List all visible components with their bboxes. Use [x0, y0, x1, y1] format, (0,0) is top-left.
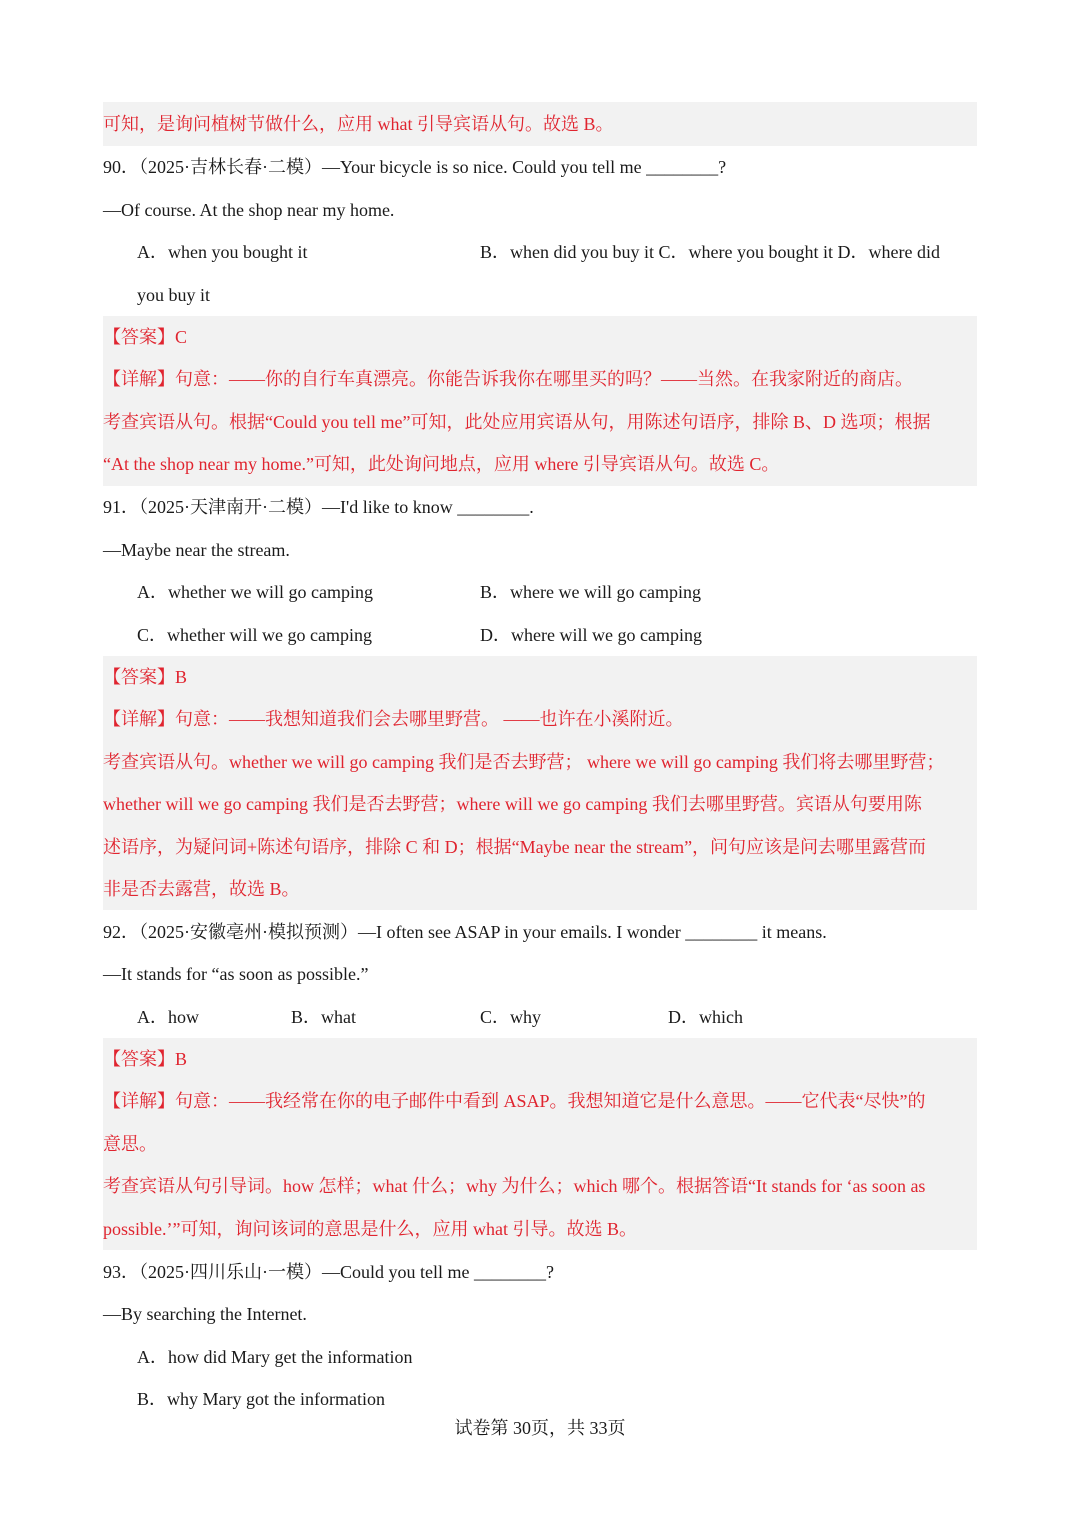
option-d: D．which — [668, 1007, 743, 1027]
question-92-reply: —It stands for “as soon as possible.” — [103, 964, 369, 984]
option-c: C．whether will we go camping — [137, 625, 372, 645]
question-90-stem: 90．（2025·吉林长春·二模）—Your bicycle is so nice. Could you tell me ________? — [103, 157, 727, 177]
explanation-line: 【详解】句意：——我想知道我们会去哪里野营。 ——也许在小溪附近。 — [103, 709, 684, 729]
option-a: A．whether we will go camping — [137, 582, 373, 602]
option-a: A．how — [137, 1007, 199, 1027]
explanation-line: whether will we go camping 我们是否去野营；where will we go camping 我们去哪里野营。宾语从句要用陈 — [103, 794, 922, 814]
explanation-line: 考查宾语从句。whether we will go camping 我们是否去野营； where we will go camping 我们将去哪里野营； — [103, 752, 945, 772]
explanation-line: 意思。 — [103, 1134, 157, 1154]
answer-91: 【答案】B — [103, 667, 188, 687]
question-90-reply: —Of course. At the shop near my home. — [103, 200, 395, 220]
option-a: A．when you bought it — [137, 242, 308, 262]
option-b: B．where we will go camping — [480, 582, 701, 602]
option-d-cont: you buy it — [137, 285, 211, 305]
explanation-line: 【详解】句意：——你的自行车真漂亮。你能告诉我你在哪里买的吗？——当然。在我家附近的商店。 — [103, 369, 913, 389]
explanation-line: 非是否去露营，故选 B。 — [103, 879, 300, 899]
page-footer: 试卷第 30页，共 33页 — [454, 1418, 626, 1438]
question-92-stem: 92．（2025·安徽亳州·模拟预测）—I often see ASAP in your emails. I wonder ________ it means. — [103, 922, 827, 942]
option-c: C．why — [480, 1007, 542, 1027]
explanation-line: 可知，是询问植树节做什么，应用 what 引导宾语从句。故选 B。 — [103, 114, 614, 134]
option-b: B．why Mary got the information — [137, 1389, 385, 1409]
explanation-line: possible.’”可知，询问该词的意思是什么，应用 what 引导。故选 B。 — [103, 1219, 637, 1239]
question-91-stem: 91．（2025·天津南开·二模）—I'd like to know ________. — [103, 497, 534, 517]
option-d: D．where will we go camping — [480, 625, 702, 645]
question-91-reply: —Maybe near the stream. — [103, 540, 290, 560]
explanation-line: 考查宾语从句引导词。how 怎样；what 什么；why 为什么；which 哪个。根据答语“It stands for ‘as soon as — [103, 1176, 926, 1196]
answer-92: 【答案】B — [103, 1049, 188, 1069]
option-bcd: B．when did you buy it C．where you bought it D．where did — [480, 242, 940, 262]
question-93-stem: 93．（2025·四川乐山·一模）—Could you tell me ________? — [103, 1262, 554, 1282]
option-a: A．how did Mary get the information — [137, 1347, 413, 1367]
answer-90: 【答案】C — [103, 327, 188, 347]
question-93-reply: —By searching the Internet. — [103, 1304, 307, 1324]
option-b: B．what — [291, 1007, 356, 1027]
explanation-line: 【详解】句意：——我经常在你的电子邮件中看到 ASAP。我想知道它是什么意思。——它代表“尽快”的 — [103, 1091, 926, 1111]
explanation-line: 考查宾语从句。根据“Could you tell me”可知，此处应用宾语从句，用陈述句语序，排除 B、D 选项；根据 — [103, 412, 931, 432]
answer-box — [103, 656, 977, 910]
explanation-line: “At the shop near my home.”可知，此处询问地点，应用 where 引导宾语从句。故选 C。 — [103, 454, 780, 474]
explanation-line: 述语序，为疑问词+陈述句语序，排除 C 和 D；根据“Maybe near the stream”，问句应该是问去哪里露营而 — [103, 837, 927, 857]
